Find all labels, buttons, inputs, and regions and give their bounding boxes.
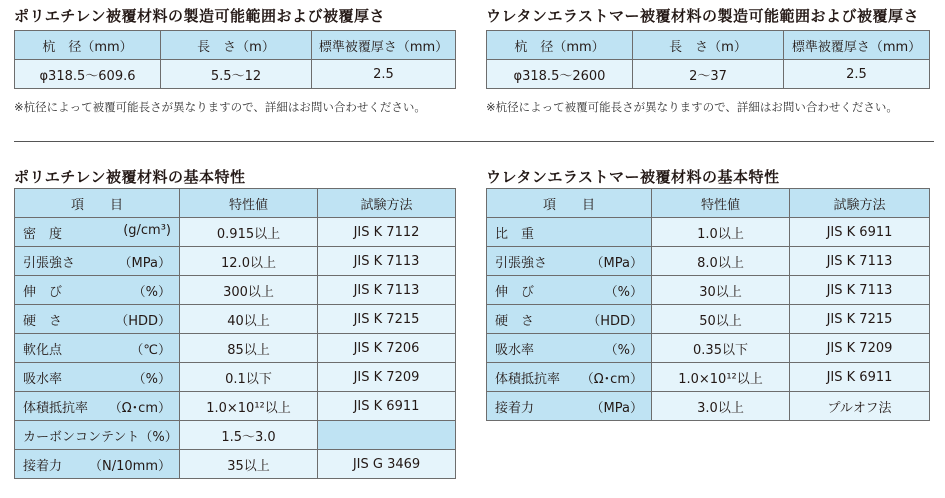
cell-method: JIS K 7209 bbox=[790, 334, 930, 363]
cell-item bbox=[487, 305, 652, 334]
item-name: 引張強さ bbox=[23, 255, 76, 271]
pe-props-body bbox=[15, 218, 456, 479]
cell-item bbox=[487, 276, 652, 305]
item-unit: （HDD） bbox=[587, 313, 643, 329]
item-unit: （MPa） bbox=[118, 255, 171, 271]
item-name: 体積抵抗率 bbox=[23, 400, 89, 416]
cell-item bbox=[487, 392, 652, 421]
item-name: 軟化点 bbox=[23, 342, 63, 358]
item-unit: （%） bbox=[604, 342, 643, 358]
cell-item bbox=[487, 363, 652, 392]
table-row bbox=[15, 421, 456, 450]
table-row bbox=[487, 334, 930, 363]
cell-value: 35以上 bbox=[180, 450, 318, 479]
pe-range-table bbox=[14, 30, 456, 89]
table-row bbox=[15, 276, 456, 305]
item-name: 体積抵抗率 bbox=[495, 371, 561, 387]
cell-method: JIS K 6911 bbox=[790, 363, 930, 392]
header-length: 長 さ（m） bbox=[633, 31, 784, 60]
cell-method: JIS K 7113 bbox=[790, 247, 930, 276]
item-unit: （%） bbox=[132, 371, 171, 387]
pe-props-table bbox=[14, 188, 456, 479]
cell-method: JIS K 7112 bbox=[318, 218, 456, 247]
cell-item bbox=[15, 305, 180, 334]
cell-item bbox=[487, 247, 652, 276]
header-thickness: 標準被覆厚さ（mm） bbox=[784, 31, 930, 60]
ur-range-title: ウレタンエラストマー被覆材料の製造可能範囲および被覆厚さ bbox=[486, 7, 919, 25]
cell-method: JIS K 7113 bbox=[318, 276, 456, 305]
ur-props-body bbox=[487, 218, 930, 421]
header-method: 試験方法 bbox=[318, 189, 456, 218]
header-thickness: 標準被覆厚さ（mm） bbox=[312, 31, 456, 60]
item-unit: （℃） bbox=[130, 342, 171, 358]
item-unit: （Ω･cm） bbox=[108, 400, 171, 416]
cell-value: 30以上 bbox=[652, 276, 790, 305]
header-item: 項 目 bbox=[487, 189, 652, 218]
item-name: 接着力 bbox=[495, 400, 535, 416]
cell-value: 1.5〜3.0 bbox=[180, 421, 318, 450]
cell-item bbox=[15, 421, 180, 450]
cell-value: 3.0以上 bbox=[652, 392, 790, 421]
cell-method: JIS K 7215 bbox=[318, 305, 456, 334]
cell-value: 50以上 bbox=[652, 305, 790, 334]
cell-value: 40以上 bbox=[180, 305, 318, 334]
cell-method: JIS K 7113 bbox=[318, 247, 456, 276]
table-row bbox=[15, 247, 456, 276]
cell-method: JIS K 7113 bbox=[790, 276, 930, 305]
table-header-row bbox=[15, 31, 456, 60]
cell-value: 85以上 bbox=[180, 334, 318, 363]
item-name: 伸 び bbox=[495, 284, 535, 300]
table-row bbox=[487, 247, 930, 276]
cell-value: 12.0以上 bbox=[180, 247, 318, 276]
item-name: 密 度 bbox=[23, 226, 63, 242]
item-name: 接着力 bbox=[23, 458, 63, 474]
table-row bbox=[15, 218, 456, 247]
item-name: 硬 さ bbox=[23, 313, 63, 329]
item-unit: （HDD） bbox=[115, 313, 171, 329]
cell-value: 300以上 bbox=[180, 276, 318, 305]
table-row bbox=[15, 450, 456, 479]
header-value: 特性値 bbox=[652, 189, 790, 218]
header-method: 試験方法 bbox=[790, 189, 930, 218]
ur-props-title: ウレタンエラストマー被覆材料の基本特性 bbox=[486, 168, 780, 186]
cell-thickness: 2.5 bbox=[312, 60, 456, 89]
item-unit: （N/10mm） bbox=[89, 458, 171, 474]
cell-diameter: φ318.5〜609.6 bbox=[15, 60, 161, 89]
item-name: 吸水率 bbox=[23, 371, 63, 387]
cell-method: JIS K 7215 bbox=[790, 305, 930, 334]
header-item: 項 目 bbox=[15, 189, 180, 218]
item-name: 伸 び bbox=[23, 284, 63, 300]
cell-method: プルオフ法 bbox=[790, 392, 930, 421]
table-header-row bbox=[487, 31, 930, 60]
cell-method: JIS K 7209 bbox=[318, 363, 456, 392]
header-diameter: 杭 径（mm） bbox=[487, 31, 633, 60]
table-row bbox=[15, 363, 456, 392]
table-row bbox=[487, 305, 930, 334]
table-row bbox=[487, 60, 930, 89]
cell-method bbox=[318, 421, 456, 450]
header-value: 特性値 bbox=[180, 189, 318, 218]
table-header-row bbox=[487, 189, 930, 218]
cell-value: 0.915以上 bbox=[180, 218, 318, 247]
cell-item bbox=[487, 334, 652, 363]
pe-range-note: ※杭径によって被覆可能長さが異なりますので、詳細はお問い合わせください。 bbox=[14, 100, 426, 114]
cell-item bbox=[15, 363, 180, 392]
cell-length: 5.5〜12 bbox=[161, 60, 312, 89]
cell-value: 0.35以下 bbox=[652, 334, 790, 363]
cell-item bbox=[15, 276, 180, 305]
header-length: 長 さ（m） bbox=[161, 31, 312, 60]
cell-method: JIS K 7206 bbox=[318, 334, 456, 363]
table-header-row bbox=[15, 189, 456, 218]
cell-item bbox=[487, 218, 652, 247]
cell-value: 1.0×10¹²以上 bbox=[180, 392, 318, 421]
pe-props-title: ポリエチレン被覆材料の基本特性 bbox=[14, 168, 246, 186]
item-name: カーボンコンテント bbox=[23, 429, 140, 445]
cell-item bbox=[15, 392, 180, 421]
cell-method: JIS K 6911 bbox=[318, 392, 456, 421]
table-row bbox=[487, 363, 930, 392]
item-unit: （Ω･cm） bbox=[580, 371, 643, 387]
header-diameter: 杭 径（mm） bbox=[15, 31, 161, 60]
cell-item bbox=[15, 450, 180, 479]
cell-value: 0.1以下 bbox=[180, 363, 318, 392]
table-row bbox=[487, 276, 930, 305]
cell-value: 8.0以上 bbox=[652, 247, 790, 276]
cell-method: JIS K 6911 bbox=[790, 218, 930, 247]
item-name: 硬 さ bbox=[495, 313, 535, 329]
item-name: 比 重 bbox=[495, 226, 535, 242]
item-unit: （MPa） bbox=[590, 400, 643, 416]
ur-props-table bbox=[486, 188, 930, 421]
item-unit: (g/cm³) bbox=[123, 222, 171, 238]
cell-length: 2〜37 bbox=[633, 60, 784, 89]
cell-method: JIS G 3469 bbox=[318, 450, 456, 479]
item-unit: （%） bbox=[139, 429, 178, 445]
item-name: 引張強さ bbox=[495, 255, 548, 271]
cell-item bbox=[15, 247, 180, 276]
cell-item bbox=[15, 334, 180, 363]
item-name: 吸水率 bbox=[495, 342, 535, 358]
table-row bbox=[15, 305, 456, 334]
ur-range-note: ※杭径によって被覆可能長さが異なりますので、詳細はお問い合わせください。 bbox=[486, 100, 898, 114]
table-row bbox=[15, 392, 456, 421]
cell-value: 1.0×10¹²以上 bbox=[652, 363, 790, 392]
table-row bbox=[15, 334, 456, 363]
cell-diameter: φ318.5〜2600 bbox=[487, 60, 633, 89]
cell-value: 1.0以上 bbox=[652, 218, 790, 247]
ur-range-table bbox=[486, 30, 930, 89]
table-row bbox=[487, 392, 930, 421]
table-row bbox=[15, 60, 456, 89]
pe-range-title: ポリエチレン被覆材料の製造可能範囲および被覆厚さ bbox=[14, 7, 386, 25]
cell-thickness: 2.5 bbox=[784, 60, 930, 89]
cell-item bbox=[15, 218, 180, 247]
section-divider bbox=[14, 141, 934, 142]
item-unit: （MPa） bbox=[590, 255, 643, 271]
item-unit: （%） bbox=[132, 284, 171, 300]
item-unit: （%） bbox=[604, 284, 643, 300]
table-row bbox=[487, 218, 930, 247]
